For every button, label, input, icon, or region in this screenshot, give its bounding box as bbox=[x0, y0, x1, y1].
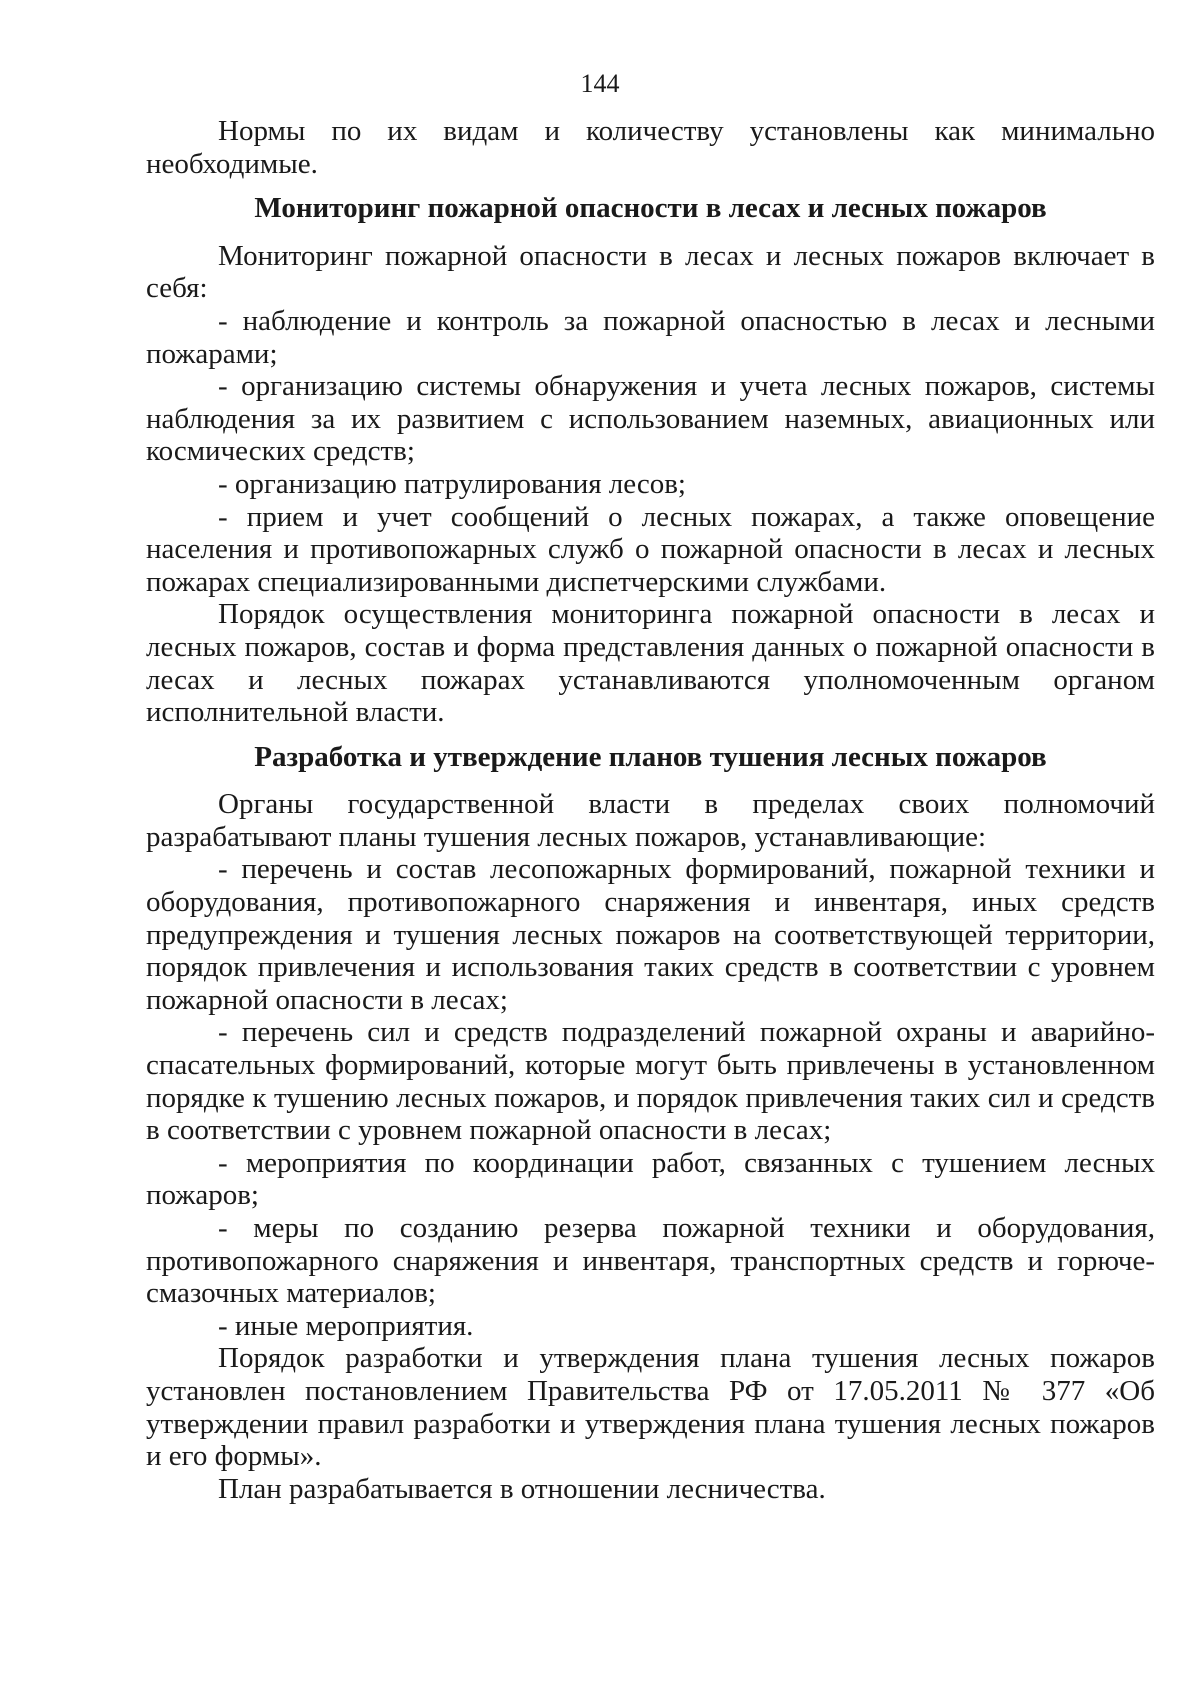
page-number: 144 bbox=[580, 69, 620, 98]
list-item-coordination: - мероприятия по координации работ, связанных с тушением лесных пожаров; bbox=[146, 1146, 1155, 1212]
list-item-other: - иные мероприятия. bbox=[218, 1309, 474, 1342]
list-item-observation: - наблюдение и контроль за пожарной опасностью в лесах и лесными пожарами; bbox=[146, 304, 1155, 370]
paragraph-monitoring-intro: Мониторинг пожарной опасности в лесах и лесных пожаров включает в себя: bbox=[146, 239, 1155, 305]
list-item-detection-system: - организацию системы обнаружения и учета лесных пожаров, системы наблюдения за их развитием с использованием наземных, авиационных или космических средств; bbox=[146, 370, 1155, 468]
paragraph-plans-forestry: План разрабатывается в отношении лесничества. bbox=[218, 1472, 826, 1505]
paragraph-norms: Нормы по их видам и количеству установлены как минимально необходимые. bbox=[146, 115, 1155, 180]
page-content bbox=[146, 115, 1155, 1505]
list-item-reserve: - меры по созданию резерва пожарной техники и оборудования, противопожарного снаряжения и инвентаря, транспортных средств и горюче-смазочных материалов; bbox=[146, 1212, 1155, 1310]
heading-plans: Разработка и утверждение планов тушения лесных пожаров bbox=[254, 740, 1047, 773]
list-item-reports: - прием и учет сообщений о лесных пожарах, а также оповещение населения и противопожарных служб о пожарной опасности в лесах и лесных пожарах специализированными диспетчерскими службами. bbox=[146, 500, 1155, 598]
heading-monitoring: Мониторинг пожарной опасности в лесах и лесных пожаров bbox=[254, 192, 1047, 225]
list-item-formations: - перечень и состав лесопожарных формирований, пожарной техники и оборудования, противопожарного снаряжения и инвентаря, иных средств предупреждения и тушения лесных пожаров на соответствующей территории, порядок привлечения и использования таких средств в соответствии с уровнем пожарной опасности в лесах; bbox=[146, 853, 1155, 1016]
paragraph-plans-intro: Органы государственной власти в пределах своих полномочий разрабатывают планы тушения лесных пожаров, устанавливающие: bbox=[146, 788, 1155, 853]
paragraph-monitoring-procedure: Порядок осуществления мониторинга пожарной опасности в лесах и лесных пожаров, состав и форма представления данных о пожарной опасности в лесах и лесных пожарах устанавливаются уполномоченным органом исполнительной власти. bbox=[146, 598, 1155, 729]
list-item-forces: - перечень сил и средств подразделений пожарной охраны и аварийно-спасательных формирований, которые могут быть привлечены в установленном порядке к тушению лесных пожаров, и порядок привлечения таких сил и средств в соответствии с уровнем пожарной опасности в лесах; bbox=[146, 1016, 1155, 1147]
paragraph-plans-procedure: Порядок разработки и утверждения плана тушения лесных пожаров установлен постановлением Правительства РФ от 17.05.2011 № 377 «Об утверждении правил разработки и утверждения плана тушения лесных пожаров и его формы». bbox=[146, 1342, 1155, 1473]
list-item-patrolling: - организацию патрулирования лесов; bbox=[218, 467, 686, 500]
